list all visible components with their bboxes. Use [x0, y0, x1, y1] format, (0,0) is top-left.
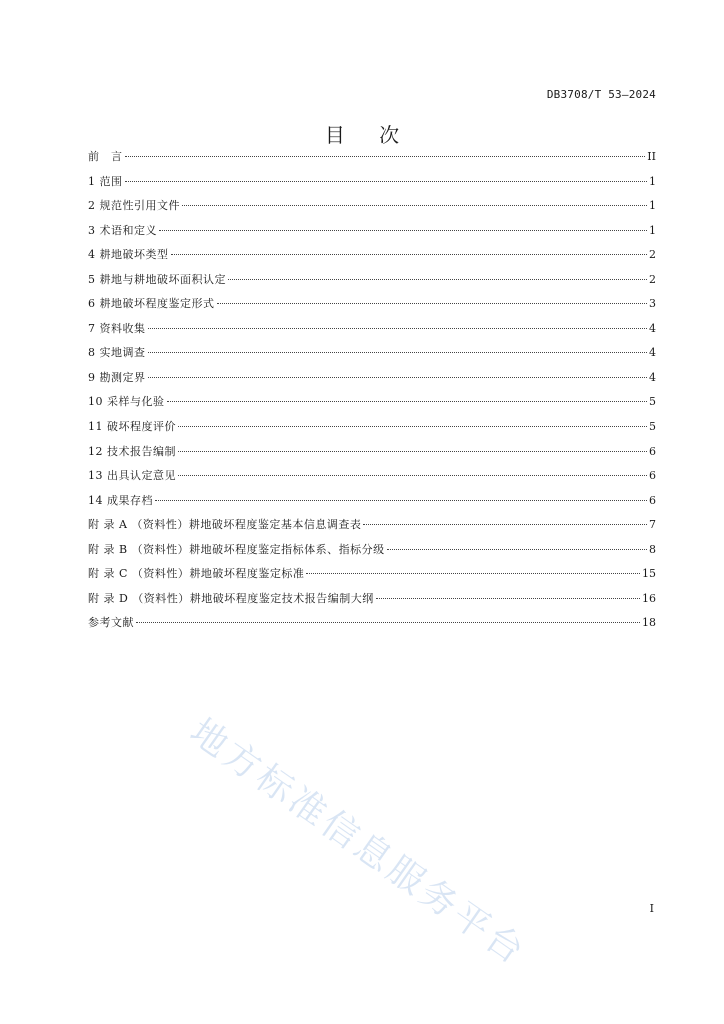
- toc-entry[interactable]: [88, 540, 656, 565]
- toc-entry-page: 6: [649, 444, 656, 458]
- toc-leader-dots: [306, 573, 640, 574]
- toc-entry-page: 16: [642, 591, 656, 605]
- toc-leader-dots: [217, 303, 648, 304]
- toc-title: 目 次: [324, 123, 414, 147]
- toc-entry[interactable]: [88, 245, 656, 270]
- toc-entry-label: 9 勘测定界: [88, 370, 146, 384]
- toc-entry-page: 18: [642, 616, 656, 630]
- toc-leader-dots: [167, 401, 648, 402]
- toc-entry-label: 5 耕地与耕地破坏面积认定: [88, 272, 226, 286]
- toc-leader-dots: [148, 328, 648, 329]
- toc-leader-dots: [159, 230, 647, 231]
- toc-entry-label: 11 破坏程度评价: [88, 420, 176, 434]
- toc-entry-page: 1: [649, 223, 656, 237]
- toc-entry-label: 附 录 A （资料性）耕地破坏程度鉴定基本信息调查表: [88, 518, 362, 532]
- toc-leader-dots: [228, 279, 647, 280]
- toc-entry-page: 7: [649, 518, 656, 532]
- toc-entry-label: 8 实地调查: [88, 346, 146, 360]
- toc-entry[interactable]: [88, 564, 656, 589]
- toc-entry[interactable]: [88, 294, 656, 319]
- toc-entry-page: 1: [649, 174, 656, 188]
- toc-entry[interactable]: [88, 515, 656, 540]
- toc-entry-label: 附 录 B （资料性）耕地破坏程度鉴定指标体系、指标分级: [88, 542, 385, 556]
- toc-entry-label: 前 言: [88, 150, 123, 163]
- toc-entry-page: II: [647, 150, 656, 163]
- toc-list: [88, 147, 656, 638]
- toc-entry-label: 2 规范性引用文件: [88, 199, 180, 213]
- page-number: I: [649, 902, 654, 915]
- toc-entry-page: 3: [649, 297, 656, 311]
- toc-entry-label: 14 成果存档: [88, 493, 153, 507]
- watermark: 地方标准信息服务平台: [182, 711, 534, 975]
- toc-leader-dots: [136, 622, 640, 623]
- toc-entry-page: 4: [649, 370, 656, 384]
- toc-entry-page: 6: [649, 469, 656, 483]
- toc-entry-page: 2: [649, 272, 656, 286]
- toc-entry[interactable]: [88, 613, 656, 638]
- toc-leader-dots: [171, 254, 648, 255]
- toc-entry[interactable]: [88, 319, 656, 344]
- toc-entry[interactable]: [88, 392, 656, 417]
- toc-leader-dots: [148, 352, 648, 353]
- toc-entry-label: 附 录 D （资料性）耕地破坏程度鉴定技术报告编制大纲: [88, 591, 374, 605]
- toc-entry-page: 4: [649, 321, 656, 335]
- toc-entry-page: 5: [649, 420, 656, 434]
- toc-entry[interactable]: [88, 221, 656, 246]
- document-code: DB3708/T 53—2024: [546, 88, 656, 101]
- toc-leader-dots: [178, 451, 647, 452]
- toc-leader-dots: [125, 181, 648, 182]
- toc-entry-page: 4: [649, 346, 656, 360]
- toc-entry-page: 8: [649, 542, 656, 556]
- toc-entry-page: 15: [642, 567, 656, 581]
- toc-entry-page: 6: [649, 493, 656, 507]
- toc-entry[interactable]: [88, 368, 656, 393]
- toc-entry[interactable]: [88, 466, 656, 491]
- toc-leader-dots: [387, 549, 647, 550]
- toc-entry[interactable]: [88, 589, 656, 614]
- toc-entry-label: 参考文献: [88, 616, 134, 630]
- toc-entry-page: 2: [649, 248, 656, 262]
- toc-entry[interactable]: [88, 196, 656, 221]
- toc-leader-dots: [178, 426, 647, 427]
- toc-leader-dots: [182, 205, 647, 206]
- toc-leader-dots: [125, 156, 646, 157]
- toc-entry[interactable]: [88, 343, 656, 368]
- toc-entry-label: 1 范围: [88, 174, 123, 188]
- toc-entry[interactable]: [88, 270, 656, 295]
- toc-entry[interactable]: [88, 147, 656, 172]
- toc-entry-label: 6 耕地破坏程度鉴定形式: [88, 297, 215, 311]
- toc-entry[interactable]: [88, 172, 656, 197]
- toc-entry-label: 3 术语和定义: [88, 223, 157, 237]
- toc-entry-label: 附 录 C （资料性）耕地破坏程度鉴定标准: [88, 567, 305, 581]
- toc-entry-page: 5: [649, 395, 656, 409]
- toc-leader-dots: [363, 524, 647, 525]
- toc-entry[interactable]: [88, 491, 656, 516]
- toc-entry-label: 4 耕地破坏类型: [88, 248, 169, 262]
- toc-entry-label: 7 资料收集: [88, 321, 146, 335]
- toc-entry-label: 10 采样与化验: [88, 395, 165, 409]
- toc-leader-dots: [148, 377, 648, 378]
- toc-leader-dots: [376, 598, 640, 599]
- toc-leader-dots: [155, 500, 647, 501]
- toc-entry-label: 12 技术报告编制: [88, 444, 176, 458]
- toc-leader-dots: [178, 475, 647, 476]
- toc-entry-page: 1: [649, 199, 656, 213]
- toc-entry-label: 13 出具认定意见: [88, 469, 176, 483]
- toc-entry[interactable]: [88, 442, 656, 467]
- toc-entry[interactable]: [88, 417, 656, 442]
